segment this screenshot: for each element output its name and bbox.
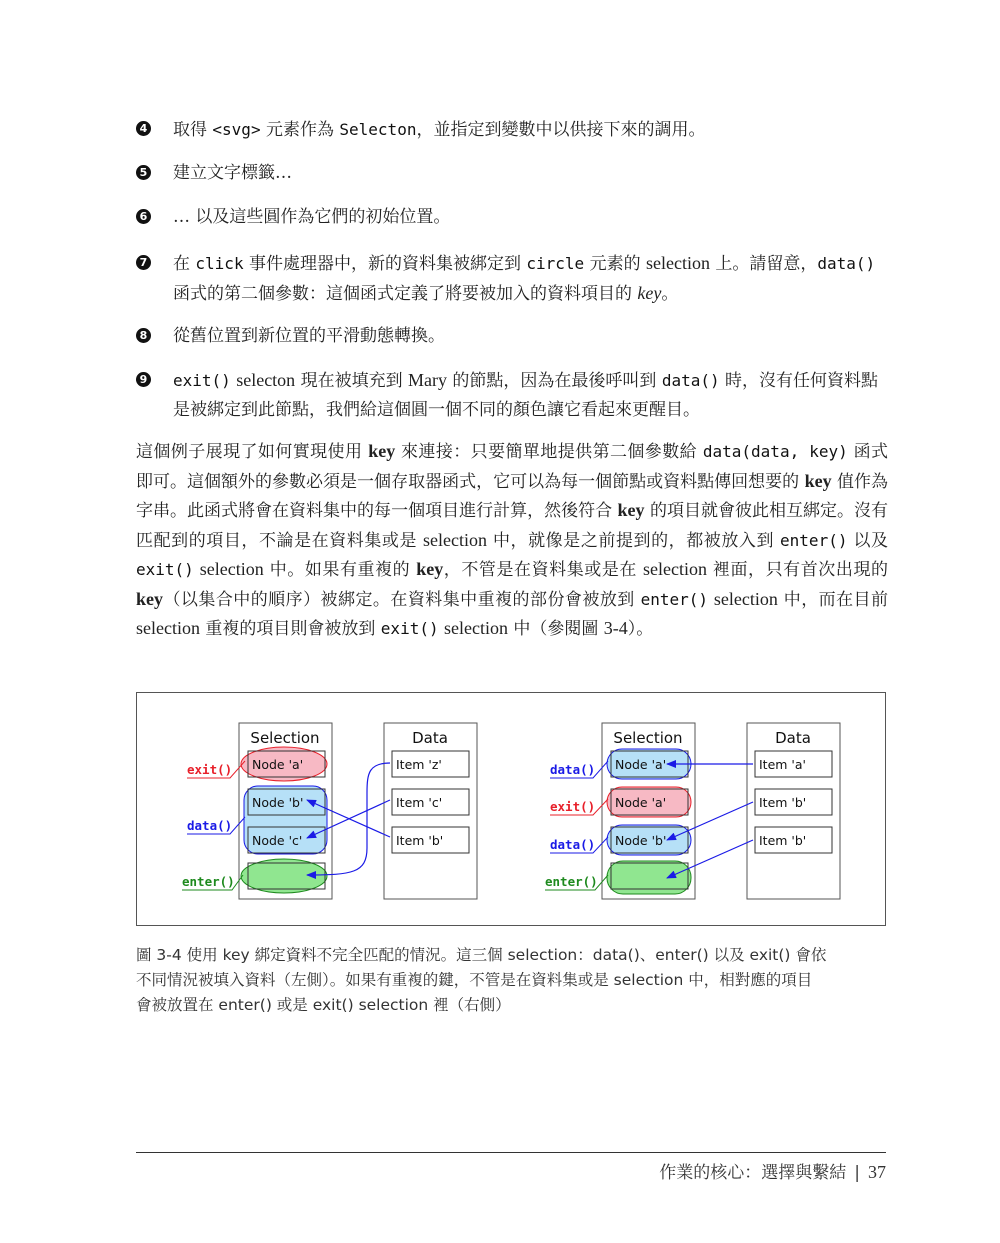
text-run: ，不管是在資料集或是在	[443, 560, 643, 580]
caption-line: 圖 3-4 使用 key 綁定資料不完全匹配的情況。這三個 selection：data()、enter() 以及 exit() 會依	[136, 946, 827, 964]
text-run: 。	[661, 284, 679, 304]
text-run: ）。	[627, 619, 654, 639]
exit-label: exit()	[550, 799, 596, 814]
left-panel	[182, 723, 477, 899]
text-run: 函式的第二個參數：這個函式定義了將要被加入的資料項目的	[173, 284, 638, 304]
text-run: ，並指定到變數中以供接下來的調用。	[416, 120, 706, 140]
data-title: Data	[775, 729, 811, 747]
figure-diagram	[137, 693, 885, 925]
callout-text	[173, 159, 888, 188]
node-label: Node 'a'	[252, 757, 304, 772]
callout-number-6: 6	[136, 209, 151, 224]
text-run: selection	[646, 253, 710, 273]
callout-text	[173, 366, 888, 425]
text-run: exit()	[136, 560, 194, 579]
text-run: selecton	[236, 370, 296, 390]
text-run: Selecton	[339, 120, 417, 139]
node-label: Node 'a'	[615, 795, 667, 810]
text-run: 來連接：只要簡單地提供第二個參數給	[395, 442, 703, 462]
page-number: 37	[868, 1162, 886, 1182]
text-run: 從舊位置到新位置的平滑動態轉換。	[173, 326, 445, 346]
enter-label: enter()	[182, 874, 235, 889]
callout-item-4	[136, 115, 888, 145]
chapter-title: 作業的核心：選擇與繫結	[659, 1163, 847, 1183]
figure-caption	[136, 943, 888, 1018]
data-label: data()	[187, 818, 233, 833]
callout-item-8	[136, 322, 888, 351]
text-run: key	[804, 470, 832, 491]
caption-line: 會被放置在 enter() 或是 exit() selection 裡（右側）	[136, 996, 511, 1014]
text-run: 現在被填充到	[295, 371, 408, 391]
figure-3-4	[136, 692, 886, 926]
caption-line: 不同情況被填入資料（左側）。如果有重複的鍵，不管是在資料集或是 selection 中，相對應的項目	[136, 971, 813, 989]
text-run: Mary	[408, 370, 447, 390]
callout-number-8: 8	[136, 328, 151, 343]
text-run: 裡面，只有首次出現的	[706, 560, 889, 580]
text-run: 3-4	[603, 618, 628, 638]
footer-rule	[136, 1152, 886, 1153]
text-run: exit()	[380, 619, 439, 638]
text-run: circle	[526, 254, 585, 273]
right-panel	[545, 723, 840, 899]
text-run: （以集合中的順序）被綁定。在資料集中重複的部份會被放到	[163, 589, 641, 610]
text-run: data(data, key)	[702, 442, 848, 461]
text-run: 事件處理器中，新的資料集被綁定到	[243, 254, 527, 274]
text-run: 這個例子展現了如何實現使用	[136, 442, 369, 462]
callout-item-5	[136, 159, 888, 188]
callout-text	[173, 249, 888, 309]
text-run: 元素的	[584, 254, 646, 274]
callout-item-9	[136, 366, 888, 425]
item-label: Item 'z'	[396, 757, 442, 772]
text-run: enter()	[780, 530, 848, 550]
text-run: selection	[423, 529, 488, 550]
text-run: enter()	[640, 589, 709, 609]
enter-label: enter()	[545, 874, 598, 889]
callout-text	[173, 322, 888, 351]
enter-group-shape	[241, 859, 327, 893]
node-label: Node 'b'	[615, 833, 667, 848]
text-run: data()	[817, 254, 876, 273]
item-label: Item 'b'	[396, 833, 444, 848]
text-run: … 以及這些圓作為它們的初始位置。	[173, 207, 451, 227]
text-run: key	[136, 588, 163, 609]
text-run: 的節點，因為在最後呼叫到	[447, 371, 662, 391]
page-footer	[659, 1158, 886, 1183]
text-run: 中。如果有重複的	[263, 560, 417, 580]
text-run: click	[195, 254, 244, 273]
data-title: Data	[412, 729, 448, 747]
text-run: 中，而在目前	[777, 589, 889, 610]
item-label: Item 'b'	[759, 795, 807, 810]
item-label: Item 'c'	[396, 795, 443, 810]
text-run: 元素作為	[260, 120, 340, 140]
text-run: key	[637, 283, 662, 303]
callout-number-7: 7	[136, 255, 151, 270]
footer-separator: |	[854, 1163, 860, 1183]
text-run: 的項目就會彼此相互綁定。沒有匹配到的項目，不論是在資料集或是	[136, 501, 888, 551]
callout-text	[173, 115, 888, 145]
text-run: 以及	[847, 530, 889, 551]
text-run: key	[416, 559, 444, 579]
text-run: selection	[199, 559, 264, 579]
text-run: key	[617, 500, 645, 520]
callout-number-5: 5	[136, 165, 151, 180]
text-run: <svg>	[212, 120, 261, 139]
callout-text	[173, 203, 888, 232]
callout-number-9: 9	[136, 372, 151, 387]
text-run: selection	[136, 618, 200, 638]
text-run: 時，沒有任何資料點是被綁定到此節點，我們給這個圓一個不同的顏色讓它看起來更醒目。	[173, 371, 879, 420]
text-run: 值作為字串。此函式將會在資料集中的每一個項目進行計算，然後符合	[136, 471, 888, 521]
text-run: data()	[661, 371, 720, 390]
node-label: Node 'c'	[252, 833, 303, 848]
selection-title: Selection	[250, 729, 320, 747]
callout-item-6	[136, 203, 888, 232]
text-run: 在	[173, 254, 196, 274]
text-run: 中（參閱圖	[507, 619, 604, 639]
data-label: data()	[550, 837, 596, 852]
text-run: 上。請留意，	[709, 254, 818, 274]
text-run: 重複的項目則會被放到	[199, 619, 381, 639]
item-label: Item 'a'	[759, 757, 806, 772]
callout-number-4: 4	[136, 121, 151, 136]
text-run: key	[368, 441, 396, 461]
text-run: 取得	[173, 120, 213, 140]
selection-title: Selection	[613, 729, 683, 747]
item-label: Item 'b'	[759, 833, 807, 848]
text-run: selection	[642, 559, 707, 579]
text-run: selection	[444, 618, 508, 638]
node-label: Node 'b'	[252, 795, 304, 810]
node-label: Node 'a'	[615, 757, 667, 772]
body-paragraph	[136, 437, 888, 644]
text-run: 函式即可。這個額外的參數必須是一個存取器函式，它可以為每一個節點或資料點傳回想要的	[136, 442, 889, 492]
data-label: data()	[550, 762, 596, 777]
text-run: exit()	[173, 371, 231, 390]
text-run: selection	[713, 588, 778, 609]
exit-label: exit()	[187, 762, 233, 777]
text-run: 建立文字標籤…	[173, 163, 292, 183]
text-run: 中，就像是之前提到的，都被放入到	[487, 530, 781, 551]
callout-item-7	[136, 249, 888, 309]
